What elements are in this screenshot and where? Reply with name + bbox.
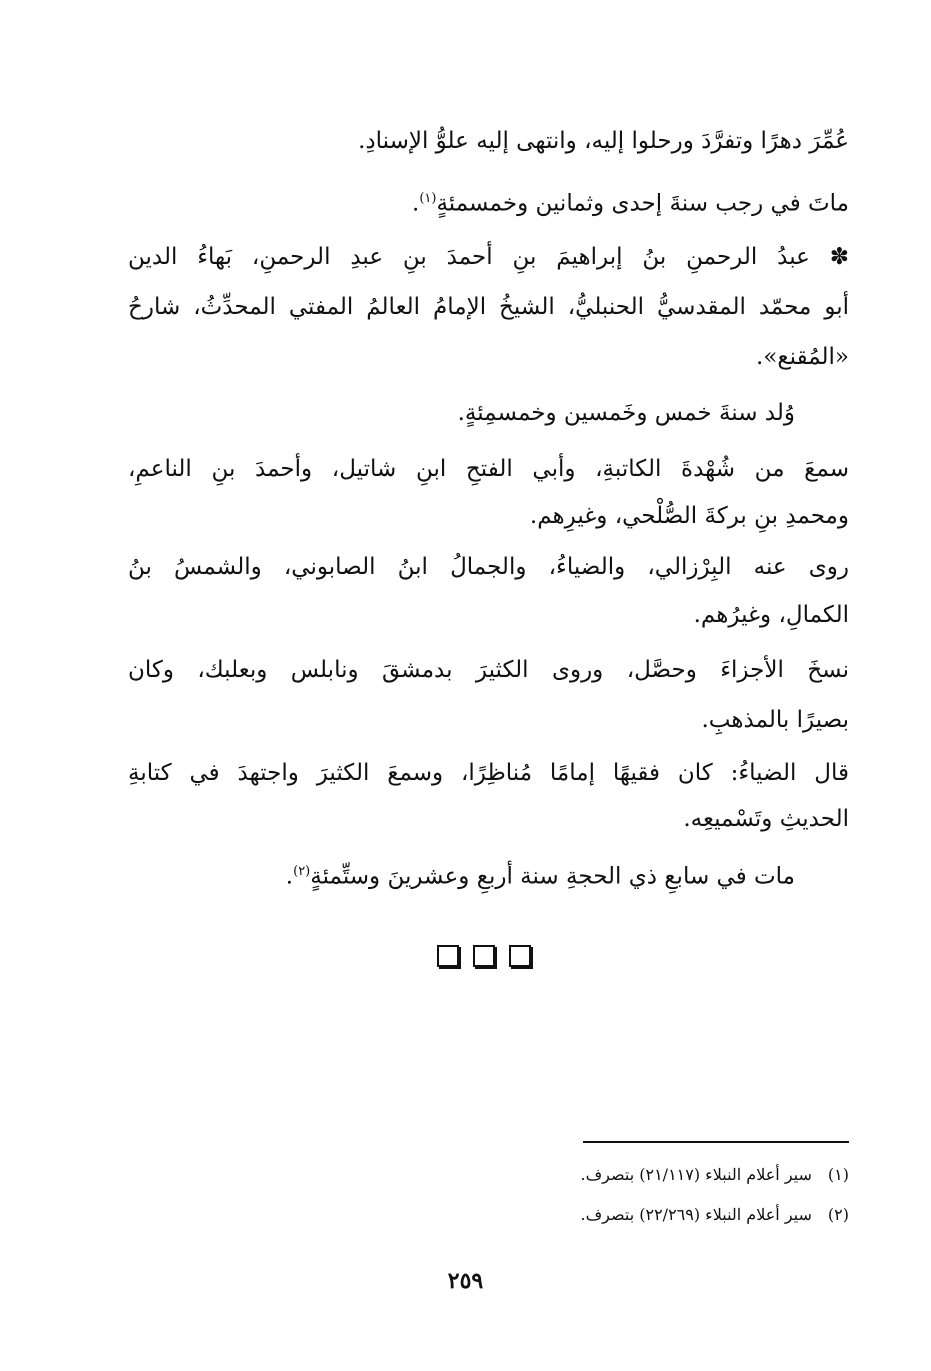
square-icon (437, 945, 459, 967)
footnote (581, 1162, 850, 1188)
text-line (412, 182, 849, 221)
footnote-text: سير أعلام النبلاء (٢٢/٢٦٩) بتصرف. (580, 1205, 812, 1224)
text-line: روى عنه البِرْزالي، والضياءُ، والجمالُ ابنُ الصابوني، والشمسُ بنُ (128, 554, 849, 580)
text-line: «المُقنع». (756, 344, 849, 370)
footnote (581, 1202, 850, 1228)
text-run: . (412, 190, 420, 217)
text-line (286, 855, 795, 894)
text-line: الكمالِ، وغيرُهم. (693, 602, 849, 628)
footnote-number: (١) (827, 1165, 849, 1184)
text-line: ومحمدِ بنِ بركةَ الصُّلْحي، وغيرِهم. (529, 503, 849, 529)
text-run: . (285, 863, 294, 890)
footnote-marker: (٢) (293, 864, 311, 879)
footnote-text: سير أعلام النبلاء (٢١/١١٧) بتصرف. (580, 1165, 812, 1184)
text-line: عُمِّرَ دهرًا وتفرَّدَ ورحلوا إليه، وانتهى إليه علوُّ الإسنادِ. (358, 128, 849, 154)
text-run: ماتَ في رجب سنةَ إحدى وثمانين وخمسمئةٍ (436, 190, 849, 217)
text-line: قال الضياءُ: كان فقيهًا إمامًا مُناظِرًا، وسمعَ الكثيرَ واجتهدَ في كتابةِ (128, 760, 849, 786)
text-line: نسخَ الأجزاءَ وحصَّل، وروى الكثيرَ بدمشقَ ونابلس وبعلبك، وكان (128, 657, 849, 683)
page-number: ٢٥٩ (447, 1268, 484, 1294)
square-icon (509, 945, 531, 967)
text-line: بصيرًا بالمذهبِ. (701, 707, 849, 733)
text-line: سمعَ من شُهْدةَ الكاتبةِ، وأبي الفتحِ ابنِ شاتيل، وأحمدَ بنِ الناعمِ، (128, 456, 849, 482)
text-line: أبو محمّد المقدسيُّ الحنبليُّ، الشيخُ الإمامُ العالمُ المفتي المحدِّثُ، شارحُ (128, 294, 849, 320)
footnote-number: (٢) (827, 1205, 849, 1224)
text-run: مات في سابعِ ذي الحجةِ سنة أربعِ وعشرينَ وستِّمئةٍ (310, 863, 795, 890)
section-divider-ornament (437, 945, 547, 971)
footnote-marker: (١) (419, 191, 437, 206)
footnote-separator (583, 1141, 849, 1143)
text-line: وُلد سنةَ خمس وخَمسين وخمسمِئةٍ. (457, 400, 795, 426)
text-line: ✽ عبدُ الرحمنِ بنُ إبراهيمَ بنِ أحمدَ بنِ عبدِ الرحمنِ، بَهاءُ الدين (128, 244, 849, 270)
text-line: الحديثِ وتَسْميعِه. (683, 806, 849, 832)
square-icon (473, 945, 495, 967)
